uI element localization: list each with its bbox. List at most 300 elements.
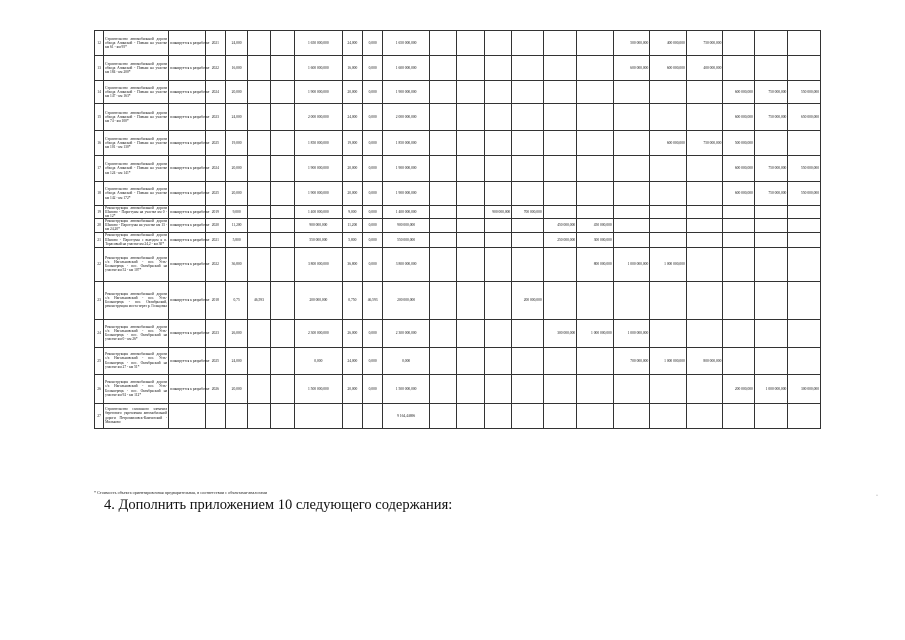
cell-year-amount [484,403,511,428]
cell-year-amount [457,156,484,182]
cell-b: 0,000 [362,347,382,374]
table-row [95,374,821,403]
cell-total: 1 650 000,000 [294,31,342,56]
cell-year-amount [788,131,821,156]
cell-year-amount [512,374,543,403]
cell-total: 200 000,000 [294,281,342,319]
cell-b: 0,000 [362,374,382,403]
cell-c: 9 164,44696 [383,403,430,428]
cell-len: 20,000 [225,156,247,182]
cell-year-amount: 500 000,000 [723,131,754,156]
cell-year-amount [429,232,456,247]
table-row [95,81,821,104]
cell-year-amount [512,232,543,247]
cell-year-amount [484,31,511,56]
cell-status: планируется к разработке [169,281,206,319]
table-row [95,319,821,347]
cell-year-amount [429,219,456,232]
cell-year-amount [686,81,723,104]
table-row [95,104,821,131]
cell-len2 [248,131,270,156]
cell-year-amount [613,156,650,182]
cell-year-amount: 750 000,000 [686,131,723,156]
cell-year-amount [457,81,484,104]
cell-year-amount [543,131,577,156]
cell-year-amount [512,156,543,182]
table-row [95,31,821,56]
cell-year-amount: 800 000,000 [686,347,723,374]
cell-total: 0,000 [294,347,342,374]
cell-year-amount [512,182,543,206]
cell-a: 20,000 [342,156,362,182]
paragraph-heading: 4. Дополнить приложением 10 следующего содержания: [104,497,453,513]
cell-num: 27 [95,403,104,428]
cell-year-amount [650,156,687,182]
cell-year-amount [788,232,821,247]
cell-a: 0,750 [342,281,362,319]
cell-year-amount [512,56,543,81]
cell-status: планируется к разработке [169,374,206,403]
cell-year-amount [484,347,511,374]
cell-year: 2024 [205,156,225,182]
cell-year-amount [512,104,543,131]
cell-year-amount [686,374,723,403]
cell-year-amount [788,281,821,319]
cell-year-amount [457,131,484,156]
cell-len2 [248,31,270,56]
cell-name: Строительство автомобильной дороги обхода Ачинской - Повыш на участке км 142 - км 172* [104,182,169,206]
cell-year-amount [457,281,484,319]
cell-a: 24,000 [342,31,362,56]
cell-year-amount [650,104,687,131]
cell-year-amount [429,31,456,56]
cell-len: 24,000 [225,347,247,374]
cell-year-amount [577,131,614,156]
cell-year-amount [613,219,650,232]
cell-c: 200 000,000 [383,281,430,319]
cell-year-amount [429,281,456,319]
cell-year-amount [650,232,687,247]
cell-year-amount [754,319,788,347]
cell-c: 1 900 000,000 [383,182,430,206]
cell-year: 2024 [205,81,225,104]
cell-year-amount [754,247,788,281]
cell-year-amount [543,182,577,206]
cell-year: 2025 [205,347,225,374]
cell-b: 0,000 [362,219,382,232]
cell-len: 24,000 [225,31,247,56]
table-row [95,131,821,156]
cell-year-amount [723,281,754,319]
cell-year-amount [429,104,456,131]
cell-year-amount [613,81,650,104]
cell-year-amount [686,182,723,206]
cell-year-amount [613,182,650,206]
cell-year-amount [650,403,687,428]
cell-empty [270,31,294,56]
cell-status: планируется к разработке [169,81,206,104]
cell-year-amount [788,56,821,81]
cell-empty [270,347,294,374]
cell-year-amount: 1 000 000,000 [577,319,614,347]
cell-year-amount: 600 000,000 [613,56,650,81]
cell-year-amount: 250 000,000 [543,232,577,247]
table-row [95,232,821,247]
cell-b: 0,000 [362,232,382,247]
cell-len: 9,000 [225,206,247,219]
cell-empty [270,403,294,428]
cell-year-amount [754,403,788,428]
cell-year-amount [512,403,543,428]
cell-year-amount [788,219,821,232]
cell-year-amount: 300 000,000 [577,232,614,247]
cell-year-amount: 700 000,000 [613,347,650,374]
cell-len: 5,800 [225,232,247,247]
cell-empty [270,156,294,182]
cell-year-amount [577,81,614,104]
cell-year-amount [788,206,821,219]
cell-year-amount [650,374,687,403]
cell-year-amount: 1 000 000,000 [754,374,788,403]
cell-year-amount [512,347,543,374]
cell-year: 2021 [205,31,225,56]
cell-year-amount [484,319,511,347]
cell-year-amount: 750 000,000 [754,182,788,206]
cell-year-amount [613,403,650,428]
cell-year-amount [577,31,614,56]
cell-year-amount [577,403,614,428]
cell-b [362,403,382,428]
cell-year-amount [650,81,687,104]
cell-year-amount [723,206,754,219]
cell-len2: 46,593 [248,281,270,319]
cell-year: 2025 [205,131,225,156]
cell-status: планируется к разработке [169,131,206,156]
cell-year-amount [543,206,577,219]
cell-year-amount: 550 000,000 [788,156,821,182]
cell-year-amount [429,247,456,281]
cell-b: 0,000 [362,182,382,206]
cell-year-amount [429,156,456,182]
cell-status: планируется к разработке [169,319,206,347]
cell-name: Строительство автомобильной дороги обхода Ачинской - Повыш на участке км 61 - км 95* [104,31,169,56]
cell-name: Строительство автомобильной дороги обхода Ачинской - Повыш на участке км 184 - км 200* [104,56,169,81]
cell-num: 15 [95,104,104,131]
cell-year-amount [484,131,511,156]
cell-year-amount [429,319,456,347]
cell-empty [270,319,294,347]
cell-year-amount [650,219,687,232]
cell-year-amount [484,281,511,319]
cell-total: 550 000,000 [294,232,342,247]
cell-year-amount [543,81,577,104]
table-row [95,347,821,374]
cell-year-amount: 300 000,000 [788,374,821,403]
cell-len: 20,000 [225,81,247,104]
cell-year-amount: 900 000,000 [484,206,511,219]
cell-len2 [248,319,270,347]
cell-year-amount [457,247,484,281]
cell-total: 2 300 000,000 [294,319,342,347]
cell-year: 2022 [205,56,225,81]
corner-mark: · [876,493,878,499]
cell-len2 [248,347,270,374]
cell-year-amount: 600 000,000 [723,182,754,206]
cell-a: 19,000 [342,131,362,156]
cell-name: Реконструкция автомобильной дороги с/х Нагольновский - пос. Усть-Большерецк - пос. Октябрьский на участке км 92 - км 112* [104,374,169,403]
cell-a: 16,000 [342,56,362,81]
cell-year-amount [577,281,614,319]
cell-year-amount [457,319,484,347]
cell-year-amount [429,182,456,206]
cell-year-amount [754,281,788,319]
cell-year-amount [484,81,511,104]
cell-year-amount [613,206,650,219]
cell-len: 24,000 [225,104,247,131]
cell-c: 1 850 000,000 [383,131,430,156]
cell-total: 1 900 000,000 [294,182,342,206]
cell-year-amount [484,374,511,403]
cell-len: 0,75 [225,281,247,319]
cell-num: 26 [95,374,104,403]
cell-year-amount [543,403,577,428]
cell-year-amount: 1 000 000,000 [650,347,687,374]
cell-year-amount [788,403,821,428]
cell-year-amount [512,81,543,104]
cell-total: 1 850 000,000 [294,131,342,156]
cell-name: Реконструкция автомобильной дороги с/х Нагольновский - пос. Усть-Большерецк - пос. Октябрьский на участке км 27 - км 51* [104,347,169,374]
cell-year-amount [484,232,511,247]
cell-year-amount: 550 000,000 [788,81,821,104]
cell-b: 0,000 [362,56,382,81]
cell-year-amount [686,232,723,247]
cell-len2 [248,403,270,428]
cell-num: 18 [95,182,104,206]
cell-year-amount [754,206,788,219]
cell-a: 9,000 [342,206,362,219]
cell-num: 23 [95,281,104,319]
cell-total: 3 800 000,000 [294,247,342,281]
cell-name: Реконструкция автомобильной дороги с/х Нагольновский - пос. Усть-Большерецк - пос. Октябрьский на участке км 0 - км 26* [104,319,169,347]
table-footnote: * Стоимость объекта ориентировочная предварительная, в соответствии с объектами-аналогами [94,490,268,495]
cell-year-amount [613,374,650,403]
cell-year-amount [686,403,723,428]
cell-len: 11,200 [225,219,247,232]
cell-year-amount [429,131,456,156]
cell-len2 [248,219,270,232]
cell-year-amount: 600 000,000 [723,104,754,131]
cell-year-amount [754,31,788,56]
cell-year-amount [429,81,456,104]
cell-year-amount [788,31,821,56]
cell-empty [270,206,294,219]
cell-name: Строительство автомобильной дороги обхода Ачинской - Повыш на участке км 101 - км 130* [104,131,169,156]
cell-len: 20,000 [225,182,247,206]
cell-year-amount [723,247,754,281]
cell-year-amount: 750 000,000 [686,31,723,56]
cell-num: 17 [95,156,104,182]
cell-year-amount [723,319,754,347]
cell-year-amount: 600 000,000 [650,131,687,156]
cell-year-amount [512,131,543,156]
cell-len2 [248,247,270,281]
cell-year-amount [457,347,484,374]
program-table [94,30,821,429]
cell-name: Реконструкция автомобильной дороги Шилово - Парогтуны на участке км 13 - км 24,20* [105,219,168,232]
cell-total: 1 900 000,000 [294,81,342,104]
cell-year-amount [788,319,821,347]
cell-status [169,403,206,428]
cell-len: 26,000 [225,319,247,347]
cell-year-amount [577,156,614,182]
cell-year-amount [543,156,577,182]
cell-year-amount [577,347,614,374]
cell-empty [270,247,294,281]
cell-a [342,403,362,428]
cell-total: 1 600 000,000 [294,56,342,81]
cell-year: 2025 [205,182,225,206]
cell-year: 2022 [205,247,225,281]
cell-year-amount: 750 000,000 [754,156,788,182]
cell-year-amount [577,104,614,131]
cell-year-amount [788,247,821,281]
cell-year-amount [543,374,577,403]
cell-c: 0,000 [383,347,430,374]
table-row [95,247,821,281]
cell-total: 1 500 000,000 [294,374,342,403]
cell-year-amount: 300 000,000 [543,319,577,347]
cell-year-amount: 450 000,000 [543,219,577,232]
cell-b: 0,000 [362,31,382,56]
cell-year-amount [754,232,788,247]
cell-total: 1 400 000,000 [294,206,342,219]
cell-len: 16,000 [225,56,247,81]
cell-name: Строительство автомобильной дороги обхода Ачинской - Повыш на участке км 74 - км 100* [104,104,169,131]
cell-year-amount [723,31,754,56]
cell-status: планируется к разработке [169,247,206,281]
cell-year-amount: 400 000,000 [650,31,687,56]
cell-c: 900 000,000 [383,219,430,232]
cell-empty [270,232,294,247]
cell-len: 19,000 [225,131,247,156]
cell-a: 26,000 [342,319,362,347]
cell-year: 2023 [205,319,225,347]
table-row [95,206,821,219]
cell-empty [270,56,294,81]
cell-len2 [248,81,270,104]
cell-num: 25 [95,347,104,374]
cell-year-amount [686,319,723,347]
cell-year-amount [686,247,723,281]
cell-total: 2 000 000,000 [294,104,342,131]
cell-year-amount [457,182,484,206]
cell-len2 [248,232,270,247]
cell-total: 900 000,000 [294,219,342,232]
cell-year-amount: 200 000,000 [723,374,754,403]
cell-year-amount [650,206,687,219]
table-row [95,403,821,428]
cell-year-amount [686,206,723,219]
cell-year-amount [429,374,456,403]
cell-year: 2021 [205,232,225,247]
cell-year-amount [686,156,723,182]
cell-year-amount [457,56,484,81]
cell-year-amount [686,104,723,131]
cell-year-amount [788,347,821,374]
cell-empty [270,219,294,232]
cell-a: 20,000 [342,81,362,104]
cell-year-amount: 1 000 000,000 [650,247,687,281]
cell-year-amount [543,281,577,319]
cell-year-amount [577,56,614,81]
cell-status: планируется к разработке [169,347,206,374]
cell-c: 1 400 000,000 [383,206,430,219]
cell-year-amount: 650 000,000 [788,104,821,131]
cell-c: 2 000 000,000 [383,104,430,131]
cell-year-amount [613,281,650,319]
cell-b: 0,000 [362,247,382,281]
cell-num: 16 [95,131,104,156]
cell-year-amount [723,219,754,232]
cell-len2 [248,156,270,182]
cell-status: планируется к разработке [169,182,206,206]
cell-status: планируется к разработке [169,206,206,219]
cell-name: Строительство автомобильной дороги обхода Ачинской - Повыш на участке км 147 - км 163* [104,81,169,104]
cell-year-amount [484,219,511,232]
cell-c: 1 500 000,000 [383,374,430,403]
cell-year-amount [723,403,754,428]
cell-year-amount [429,206,456,219]
cell-year-amount [484,104,511,131]
cell-num: 21 [95,232,104,247]
cell-b: 0,000 [362,156,382,182]
cell-year-amount [512,247,543,281]
cell-year-amount: 750 000,000 [754,81,788,104]
cell-num: 20 [95,219,104,232]
cell-b: 0,000 [362,319,382,347]
cell-year-amount: 750 000,000 [754,104,788,131]
cell-b: 0,000 [362,104,382,131]
cell-num: 19 [95,206,104,219]
cell-year-amount: 550 000,000 [788,182,821,206]
cell-year: 2019 [205,206,225,219]
table-row [95,56,821,81]
cell-total [294,403,342,428]
cell-year [205,403,225,428]
cell-empty [270,104,294,131]
cell-year-amount [543,56,577,81]
cell-year: 2023 [205,104,225,131]
cell-b: 0,000 [362,206,382,219]
cell-empty [270,281,294,319]
cell-year-amount: 1 000 000,000 [613,319,650,347]
cell-year-amount [429,347,456,374]
cell-name: Строительство сплошного элемента берегового укрепления автомобильной дороги Петропавловск-Камчатский - Мильково [104,403,169,428]
cell-year-amount: 450 000,000 [577,219,614,232]
cell-len: 20,000 [225,374,247,403]
cell-name: Реконструкция автомобильной дороги Шилово - Парогтуны на участке км 0 - км 12* [105,206,168,219]
cell-year-amount [577,374,614,403]
cell-len: 36,800 [225,247,247,281]
cell-year-amount [512,219,543,232]
cell-year-amount [543,104,577,131]
cell-year-amount [429,56,456,81]
cell-year-amount [457,232,484,247]
cell-year-amount: 700 000,000 [512,206,543,219]
cell-year-amount [577,206,614,219]
cell-year-amount [543,247,577,281]
table-row [95,281,821,319]
